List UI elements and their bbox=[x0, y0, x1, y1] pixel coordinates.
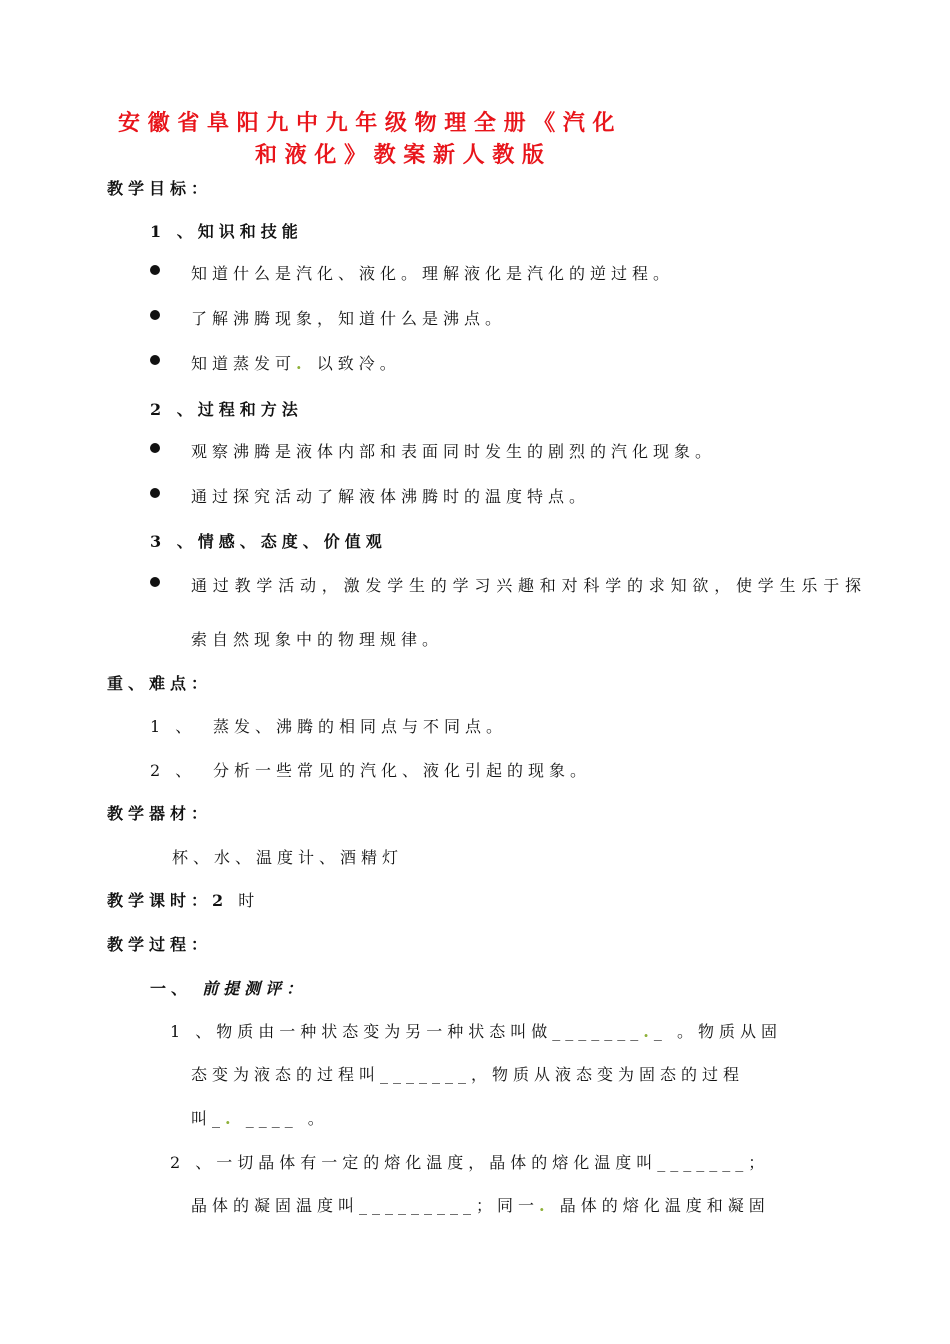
keypoints-heading: 重、难点： bbox=[107, 674, 213, 693]
goal2-heading: 2 、过程和方法 bbox=[150, 400, 303, 419]
answer-blank-tail: _ bbox=[653, 1022, 667, 1041]
question-2-line1: 2 、一切晶体有一定的熔化温度，晶体的熔化温度叫_______； bbox=[170, 1153, 770, 1172]
answer-blank: _______ bbox=[552, 1022, 644, 1041]
part1-title: 前提测评： bbox=[202, 979, 308, 998]
question-1-text-d: 。 bbox=[307, 1109, 329, 1128]
bullet-icon bbox=[150, 310, 160, 320]
document-title-line2: 和 液 化 》 教 案 新 人 教 版 bbox=[255, 142, 544, 168]
accent-dot: . bbox=[296, 354, 307, 373]
question-1-line1 bbox=[170, 1019, 782, 1042]
goal1-item-3 bbox=[191, 351, 401, 374]
goal1-item-3-part1: 知道蒸发可 bbox=[191, 354, 297, 373]
goal1-heading: 1 、知识和技能 bbox=[150, 222, 303, 241]
equipment-text: 杯、水、温度计、酒精灯 bbox=[172, 848, 404, 867]
question-2-text-a: 晶体的凝固温度叫_________；同一 bbox=[191, 1196, 540, 1215]
goal1-item-3-part2: 以致冷。 bbox=[316, 354, 401, 373]
goal3-item-line1: 通过教学活动，激发学生的学习兴趣和对科学的求知欲，使学生乐于探 bbox=[191, 576, 867, 595]
question-1-line3 bbox=[191, 1106, 329, 1129]
keypoint-1-number: 1 、 bbox=[150, 717, 197, 736]
question-2-text-b: 晶体的熔化温度和凝固 bbox=[559, 1196, 770, 1215]
goal1-item-2: 了解沸腾现象，知道什么是沸点。 bbox=[191, 309, 507, 328]
question-1-line2: 态变为液态的过程叫_______，物质从液态变为固态的过程 bbox=[191, 1065, 745, 1084]
goal3-item-line2: 索自然现象中的物理规律。 bbox=[191, 630, 444, 649]
accent-dot: . bbox=[643, 1022, 654, 1041]
bullet-icon bbox=[150, 443, 160, 453]
hours-value: 2 bbox=[212, 891, 229, 910]
hours-heading: 教学课时： bbox=[107, 891, 213, 910]
answer-blank: _ bbox=[212, 1109, 226, 1128]
accent-dot: . bbox=[225, 1109, 236, 1128]
process-heading: 教学过程： bbox=[107, 935, 213, 954]
keypoint-2-text: 分析一些常见的汽化、液化引起的现象。 bbox=[213, 761, 592, 780]
bullet-icon bbox=[150, 265, 160, 275]
equipment-heading: 教学器材： bbox=[107, 804, 213, 823]
bullet-icon bbox=[150, 577, 160, 587]
hours-line bbox=[107, 888, 259, 911]
bullet-icon bbox=[150, 355, 160, 365]
question-1-text-c: 叫 bbox=[191, 1109, 213, 1128]
hours-unit: 时 bbox=[238, 891, 260, 910]
goal2-item-1: 观察沸腾是液体内部和表面同时发生的剧烈的汽化现象。 bbox=[191, 442, 717, 461]
accent-dot: . bbox=[539, 1196, 550, 1215]
bullet-icon bbox=[150, 488, 160, 498]
answer-blank: ____ bbox=[245, 1109, 298, 1128]
part1-number: 一、 bbox=[150, 979, 193, 998]
goal3-heading: 3 、情感、态度、价值观 bbox=[150, 532, 387, 551]
keypoint-1-text: 蒸发、沸腾的相同点与不同点。 bbox=[213, 717, 508, 736]
keypoint-2-number: 2 、 bbox=[150, 761, 197, 780]
question-2-line2 bbox=[191, 1193, 770, 1216]
part1-heading bbox=[150, 976, 307, 999]
question-1-text-b: 。物质从固 bbox=[676, 1022, 782, 1041]
document-title-line1: 安 徽 省 阜 阳 九 中 九 年 级 物 理 全 册 《 汽 化 bbox=[118, 110, 615, 136]
goals-heading: 教学目标： bbox=[107, 179, 213, 198]
goal2-item-2: 通过探究活动了解液体沸腾时的温度特点。 bbox=[191, 487, 591, 506]
question-1-text-a: 1 、物质由一种状态变为另一种状态叫做 bbox=[170, 1022, 553, 1041]
goal1-item-1: 知道什么是汽化、液化。理解液化是汽化的逆过程。 bbox=[191, 264, 675, 283]
